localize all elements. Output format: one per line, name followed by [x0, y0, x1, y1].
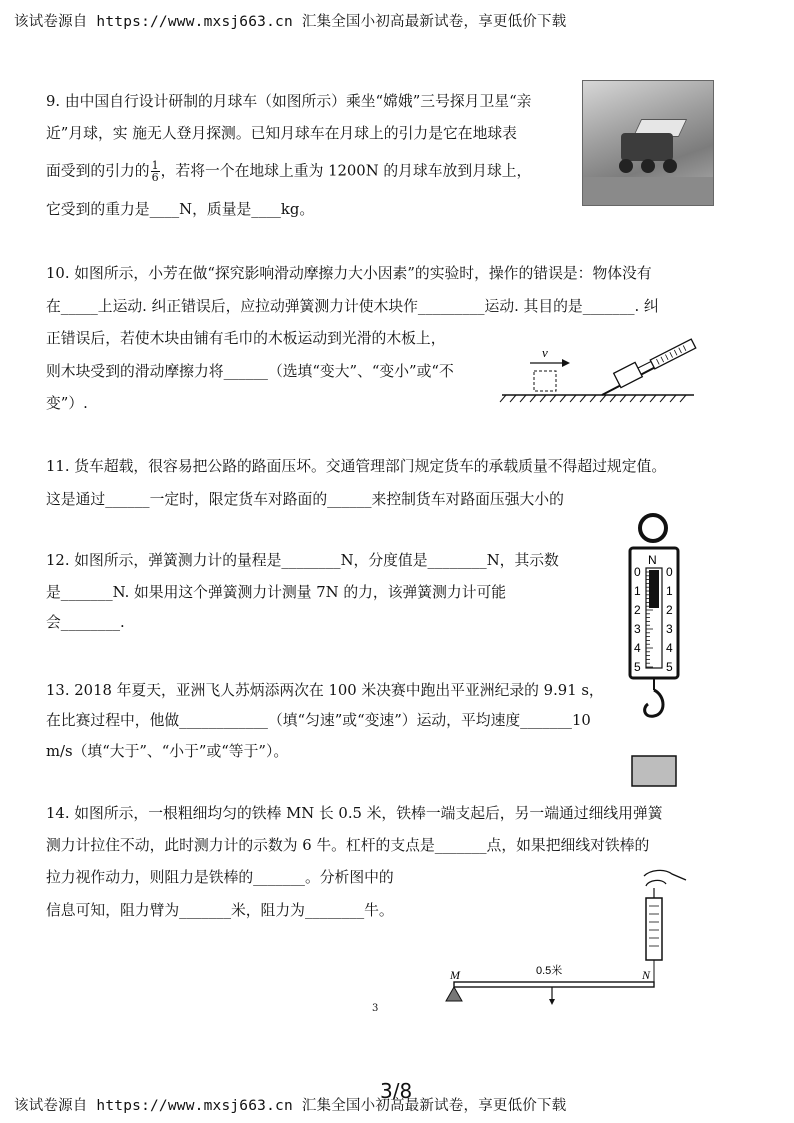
iron-rod: [454, 982, 654, 987]
source-footer: 该试卷源自 https://www.mxsj663.cn 汇集全国小初高最新试卷，享更低价下载: [14, 1098, 567, 1114]
block-previous-position: [534, 371, 556, 391]
velocity-label: v: [542, 345, 548, 360]
page-number: 3/8: [380, 1079, 413, 1103]
lever-spring-scale: [646, 898, 662, 960]
scale-tick-label-right: 0: [666, 565, 673, 579]
q9-line-3: [46, 160, 531, 183]
scale-indicator: [649, 570, 659, 608]
scale-unit-label: N: [648, 553, 657, 567]
q9-line-1: 9. 由中国自行设计研制的月球车（如图所示）乘坐“嫦娥”三号探月卫星“亲: [46, 93, 532, 110]
q9-line-3-start: 面受到的引力的: [46, 162, 150, 180]
scale-tick-label-left: 0: [634, 565, 641, 579]
pivot-support: [446, 987, 462, 1001]
q9-line-4: 它受到的重力是____N，质量是____kg。: [46, 201, 315, 218]
label-m: M: [450, 968, 460, 982]
q12-line-2: 是_______N. 如果用这个弹簧测力计测量 7N 的力，该弹簧测力计可能: [46, 584, 507, 601]
q14-line-1: 14. 如图所示，一根粗细均匀的铁棒 MN 长 0.5 米，铁棒一端支起后，另一端通过细线用弹簧: [46, 805, 663, 822]
q13-line-1: 13. 2018 年夏天，亚洲飞人苏炳添两次在 100 米决赛中跑出平亚洲纪录的 9.91 s，: [46, 682, 604, 699]
q10-line-4: 则木块受到的滑动摩擦力将______（选填“变大”、“变小”或“不: [46, 363, 454, 380]
scale-tick-label-right: 4: [666, 641, 673, 655]
q12-line-1: 12. 如图所示，弹簧测力计的量程是________N，分度值是________N，其示数: [46, 552, 559, 569]
q14-line-2: 测力计拉住不动，此时测力计的示数为 6 牛。杠杆的支点是_______点，如果把细线对铁棒的: [46, 837, 650, 854]
lever-figure: [440, 868, 690, 1008]
scale-tick-label-left: 5: [634, 660, 641, 674]
q14-line-4: 信息可知，阻力臂为_______米，阻力为________牛。: [46, 902, 394, 919]
fraction-denominator: 6: [151, 171, 159, 184]
hanging-weight: [632, 756, 676, 786]
q9-line-2: 近”月球，实 施无人登月探测。已知月球车在月球上的引力是它在地球表: [46, 125, 517, 142]
spring-scale-on-slope: [650, 339, 696, 369]
q13-line-2: 在比赛过程中，他做____________（填“匀速”或“变速”）运动，平均速度_______10: [46, 712, 591, 729]
wood-block: [614, 362, 643, 387]
q11-line-2: 这是通过______一定时，限定货车对路面的______来控制货车对路面压强大小的: [46, 491, 564, 508]
source-header: 该试卷源自 https://www.mxsj663.cn 汇集全国小初高最新试卷，享更低价下载: [14, 14, 567, 30]
label-length: 0.5米: [536, 965, 563, 977]
q13-line-3: m/s（填“大于”、“小于”或“等于”）。: [46, 743, 289, 760]
fraction-one-sixth: [151, 160, 160, 183]
q10-line-3: 正错误后，若使木块由铺有毛巾的木板运动到光滑的木板上，: [46, 330, 446, 347]
hand-icon: [644, 870, 686, 886]
q14-line-3: 拉力视作动力，则阻力是铁棒的_______。分析图中的: [46, 869, 394, 886]
friction-experiment-figure: [500, 335, 700, 410]
scale-tick-label-left: 3: [634, 622, 641, 636]
scale-top-ring: [640, 515, 666, 541]
scale-tick-label-left: 4: [634, 641, 641, 655]
small-page-number: 3: [372, 1003, 379, 1014]
q12-line-3: 会________.: [46, 614, 125, 631]
label-n: N: [642, 968, 651, 982]
q10-line-2: 在_____上运动. 纠正错误后，应拉动弹簧测力计使木块作_________运动. 其目的是_______. 纠: [46, 298, 659, 315]
spring-scale-figure: [620, 510, 690, 795]
q9-line-3-end: ，若将一个在地球上重为 1200N 的月球车放到月球上，: [160, 162, 532, 180]
scale-tick-label-left: 1: [634, 584, 641, 598]
scale-tick-label-right: 1: [666, 584, 673, 598]
q10-line-5: 变”）.: [46, 395, 88, 412]
scale-tick-label-right: 5: [666, 660, 673, 674]
scale-tick-label-left: 2: [634, 603, 641, 617]
q11-line-1: 11. 货车超载，很容易把公路的路面压坏。交通管理部门规定货车的承载质量不得超过规定值。: [46, 458, 667, 475]
scale-tick-label-right: 2: [666, 603, 673, 617]
scale-hook: [645, 690, 663, 716]
fraction-numerator: 1: [151, 159, 159, 172]
lunar-rover-photo: [582, 80, 714, 206]
q10-line-1: 10. 如图所示，小芳在做“探究影响滑动摩擦力大小因素”的实验时，操作的错误是：物体没有: [46, 265, 652, 282]
scale-tick-label-right: 3: [666, 622, 673, 636]
